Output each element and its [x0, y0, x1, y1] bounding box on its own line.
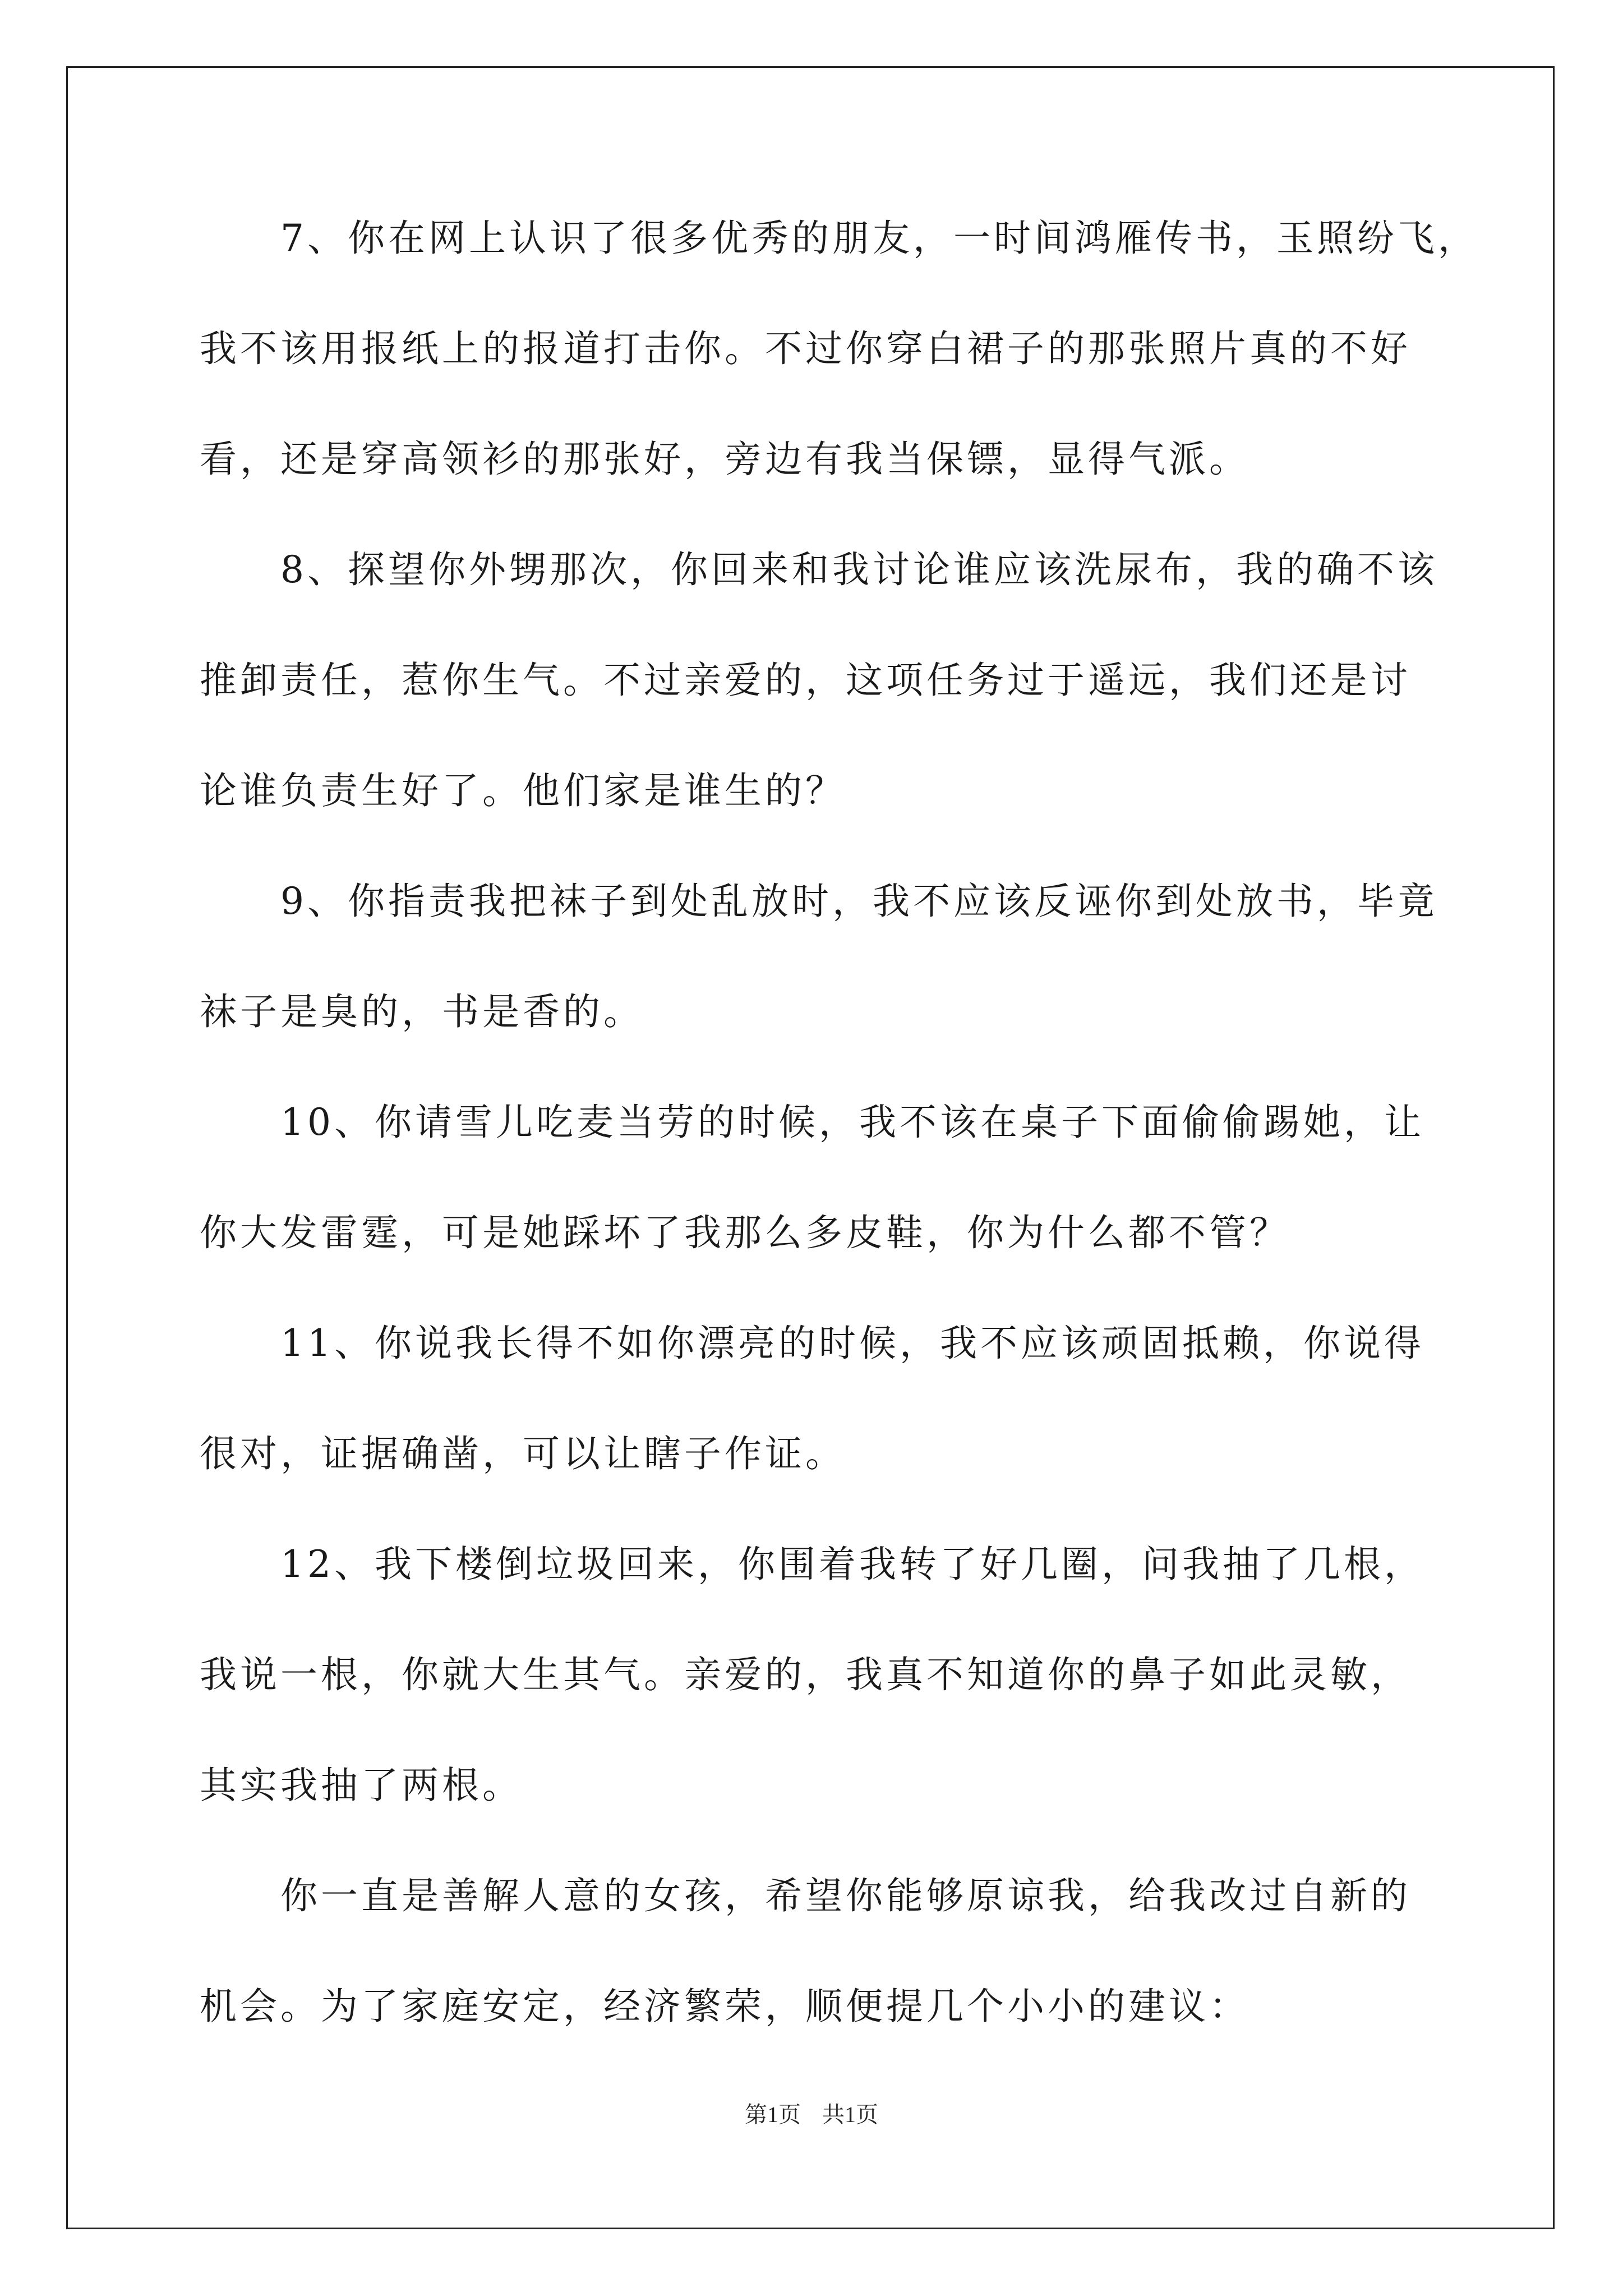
- text-line: 9、你指责我把袜子到处乱放时，我不应该反诬你到处放书，毕竟: [200, 880, 1438, 923]
- text-line: 你大发雷霆，可是她踩坏了我那么多皮鞋，你为什么都不管？: [200, 1211, 1290, 1254]
- text-line: 我说一根，你就大生其气。亲爱的，我真不知道你的鼻子如此灵敏，: [200, 1653, 1411, 1696]
- page-footer: [0, 2104, 1623, 2126]
- text-line: 你一直是善解人意的女孩，希望你能够原谅我，给我改过自新的: [200, 1874, 1411, 1917]
- text-line: 袜子是臭的，书是香的。: [200, 990, 644, 1033]
- page-number-current: 第1页: [745, 2102, 801, 2127]
- text-line: 看，还是穿高领衫的那张好，旁边有我当保镖，显得气派。: [200, 438, 1249, 481]
- text-line: 10、你请雪儿吃麦当劳的时候，我不该在桌子下面偷偷踢她，让: [200, 1101, 1424, 1144]
- text-line: 8、探望你外甥那次，你回来和我讨论谁应该洗尿布，我的确不该: [200, 548, 1438, 591]
- document-body: [200, 217, 1478, 2099]
- text-line: 11、你说我长得不如你漂亮的时候，我不应该顽固抵赖，你说得: [200, 1322, 1424, 1365]
- text-line: 论谁负责生好了。他们家是谁生的？: [200, 769, 846, 812]
- text-line: 推卸责任，惹你生气。不过亲爱的，这项任务过于遥远，我们还是讨: [200, 659, 1411, 702]
- text-line: 7、你在网上认识了很多优秀的朋友，一时间鸿雁传书，玉照纷飞，: [200, 217, 1478, 260]
- text-line: 其实我抽了两根。: [200, 1764, 523, 1807]
- text-line: 我不该用报纸上的报道打击你。不过你穿白裙子的那张照片真的不好: [200, 327, 1411, 370]
- text-line: 很对，证据确凿，可以让瞎子作证。: [200, 1432, 846, 1475]
- text-line: 机会。为了家庭安定，经济繁荣，顺便提几个小小的建议：: [200, 1985, 1249, 2028]
- page-number-total: 共1页: [822, 2102, 878, 2127]
- text-line: 12、我下楼倒垃圾回来，你围着我转了好几圈，问我抽了几根，: [200, 1543, 1424, 1586]
